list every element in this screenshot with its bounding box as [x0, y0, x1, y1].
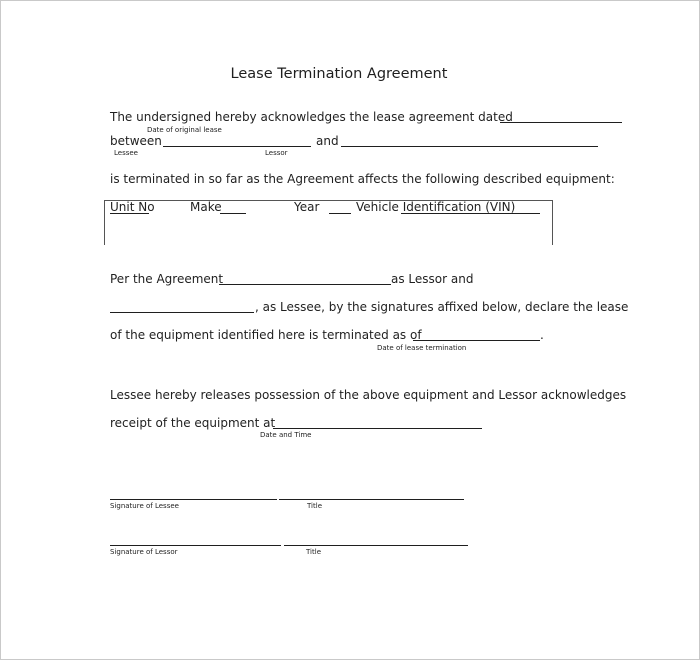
release-text: Lessee hereby releases possession of the above equipment and Lessor acknowledges — [110, 388, 627, 402]
year-underline — [329, 213, 351, 214]
lessor-name-line — [341, 146, 598, 147]
lessee-title-line — [279, 499, 464, 500]
and-text: and — [316, 134, 339, 148]
lessee-caption: Lessee — [114, 149, 138, 157]
lessee-name-line — [163, 146, 311, 147]
vin-underline — [401, 213, 540, 214]
original-lease-date-caption: Date of original lease — [147, 126, 222, 134]
table-left-border — [104, 200, 105, 245]
lessee-agreement-line — [110, 312, 254, 313]
lessor-agreement-line — [219, 284, 391, 285]
termination-date-caption: Date of lease termination — [377, 344, 467, 352]
terminated-as-of-text: of the equipment identified here is terminated as of — [110, 328, 422, 342]
vin-header: Vehicle Identification (VIN) — [356, 200, 516, 214]
receipt-text: receipt of the equipment at — [110, 416, 276, 430]
make-underline — [220, 213, 246, 214]
make-header: Make — [190, 200, 222, 214]
period-text: . — [540, 328, 544, 342]
lessee-signature-line — [110, 499, 277, 500]
unit-no-header: Unit No — [110, 200, 155, 214]
acknowledgement-text: The undersigned hereby acknowledges the lease agreement dated — [110, 110, 513, 124]
lessor-signature-caption: Signature of Lessor — [110, 548, 178, 556]
unit-no-underline — [110, 213, 149, 214]
datetime-caption: Date and Time — [260, 431, 312, 439]
year-header: Year — [294, 200, 320, 214]
document-title: Lease Termination Agreement — [230, 66, 448, 82]
lessee-signature-caption: Signature of Lessee — [110, 502, 179, 510]
lessor-caption: Lessor — [265, 149, 288, 157]
as-lessee-text: , as Lessee, by the signatures affixed below, declare the lease — [255, 300, 629, 314]
lessor-title-caption: Title — [306, 548, 322, 556]
between-text: between — [110, 134, 162, 148]
lessee-title-caption: Title — [307, 502, 323, 510]
termination-date-line — [413, 340, 540, 341]
lessor-title-line — [284, 545, 468, 546]
lessor-signature-line — [110, 545, 281, 546]
per-agreement-text: Per the Agreement — [110, 272, 224, 286]
table-right-border — [552, 200, 553, 245]
as-lessor-text: as Lessor and — [391, 272, 474, 286]
original-lease-date-line — [500, 122, 622, 123]
terminated-text: is terminated in so far as the Agreement affects the following described equipment: — [110, 172, 615, 186]
receipt-datetime-line — [273, 428, 482, 429]
